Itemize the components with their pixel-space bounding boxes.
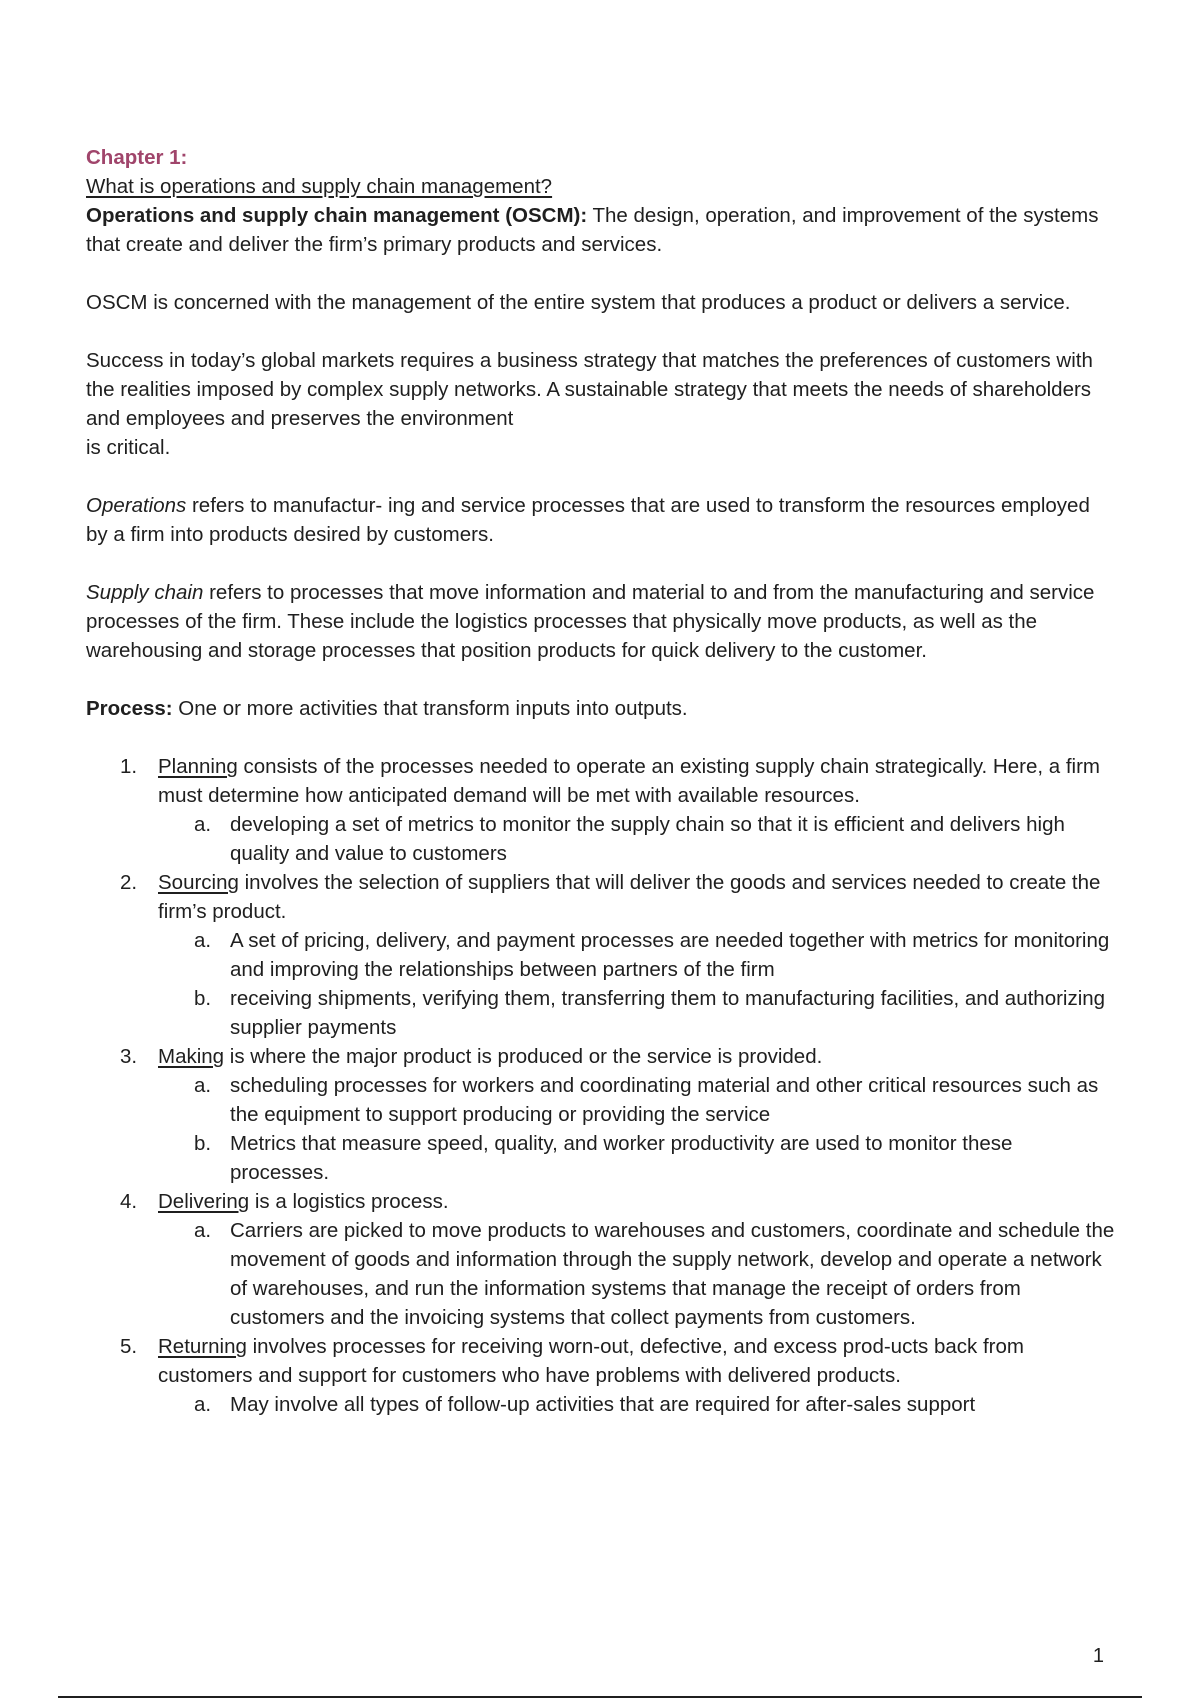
sub-list-item (158, 1071, 1116, 1129)
chapter-heading: Chapter 1: (86, 146, 188, 169)
chapter-subtitle: What is operations and supply chain management? (86, 175, 553, 198)
sub-text: Metrics that measure speed, quality, and worker productivity are used to monitor these processes. (230, 1132, 1013, 1184)
list-keyword: Sourcing (158, 871, 239, 894)
oscm-paragraph: OSCM is concerned with the management of the entire system that produces a product or delivers a service. (86, 291, 1071, 314)
list-number: 5. (120, 1335, 138, 1358)
list-item-delivering (86, 1187, 1116, 1332)
process-list (86, 752, 1116, 1419)
sub-text: developing a set of metrics to monitor the supply chain so that it is efficient and delivers high quality and value to customers (230, 813, 1065, 865)
sub-letter: a. (194, 1074, 212, 1097)
footer-divider (58, 1696, 1142, 1698)
supply-chain-definition (86, 578, 1116, 665)
supply-chain-term: Supply chain (86, 581, 204, 604)
operations-definition (86, 491, 1116, 549)
list-text: is where the major product is produced or the service is provided. (224, 1045, 823, 1068)
list-text: involves the selection of suppliers that will deliver the goods and services needed to create the firm’s product. (158, 871, 1101, 923)
list-number: 3. (120, 1045, 138, 1068)
sub-list (158, 1216, 1116, 1332)
document-body (86, 143, 1116, 1419)
success-paragraph (86, 346, 1116, 462)
operations-text: refers to manufactur- ing and service processes that are used to transform the resources employed by a firm into products desired by customers. (86, 494, 1090, 546)
sub-list-item (158, 810, 1116, 868)
sub-text: A set of pricing, delivery, and payment processes are needed together with metrics for monitoring and improving the relationships between partners of the firm (230, 929, 1110, 981)
sub-list-item (158, 984, 1116, 1042)
operations-term: Operations (86, 494, 187, 517)
sub-list-item (158, 1129, 1116, 1187)
list-item-making (86, 1042, 1116, 1187)
sub-list (158, 926, 1116, 1042)
sub-text: receiving shipments, verifying them, transferring them to manufacturing facilities, and authorizing supplier payments (230, 987, 1106, 1039)
list-keyword: Making (158, 1045, 225, 1068)
oscm-term: Operations and supply chain management (OSCM): (86, 204, 588, 227)
supply-chain-text: refers to processes that move information and material to and from the manufacturing and service processes of the firm. These include the logistics processes that physically move products, as well as the warehousing and storage processes that position products for quick delivery to the customer. (86, 581, 1095, 662)
list-keyword: Planning (158, 755, 238, 778)
list-text: involves processes for receiving worn-out, defective, and excess prod-ucts back from customers and support for customers who have problems with delivered products. (158, 1335, 1024, 1387)
success-paragraph-text: Success in today’s global markets requires a business strategy that matches the preferences of customers with the realities imposed by complex supply networks. A sustainable strategy that meets the needs of shareholders and employees and preserves the environment (86, 349, 1093, 430)
page-number: 1 (1092, 1645, 1104, 1667)
sub-letter: b. (194, 987, 212, 1010)
oscm-text: The design, operation, and improvement of the systems that create and deliver the firm’s primary products and services. (86, 204, 1099, 256)
sub-letter: a. (194, 1393, 212, 1416)
list-item-sourcing (86, 868, 1116, 1042)
sub-text: scheduling processes for workers and coordinating material and other critical resources such as the equipment to support producing or providing the service (230, 1074, 1099, 1126)
process-term: Process: (86, 697, 173, 720)
list-number: 1. (120, 755, 138, 778)
success-paragraph-end: is critical. (86, 436, 171, 459)
process-definition (86, 694, 1116, 723)
list-item-planning (86, 752, 1116, 868)
sub-letter: a. (194, 813, 212, 836)
list-text: consists of the processes needed to operate an existing supply chain strategically. Here, a firm must determine how anticipated demand will be met with available resources. (158, 755, 1101, 807)
sub-list (158, 1071, 1116, 1187)
sub-list-item (158, 1390, 1116, 1419)
oscm-definition (86, 201, 1116, 259)
sub-list (158, 810, 1116, 868)
sub-list-item (158, 926, 1116, 984)
sub-letter: a. (194, 1219, 212, 1242)
list-item-returning (86, 1332, 1116, 1419)
sub-list-item (158, 1216, 1116, 1332)
sub-letter: a. (194, 929, 212, 952)
list-keyword: Delivering (158, 1190, 250, 1213)
process-text: One or more activities that transform inputs into outputs. (172, 697, 688, 720)
sub-text: Carriers are picked to move products to warehouses and customers, coordinate and schedule the movement of goods and information through the supply network, develop and operate a network of warehouses, and run the information systems that manage the receipt of orders from customers and the invoicing systems that collect payments from customers. (230, 1219, 1115, 1329)
list-number: 2. (120, 871, 138, 894)
list-keyword: Returning (158, 1335, 247, 1358)
sub-list (158, 1390, 1116, 1419)
list-number: 4. (120, 1190, 138, 1213)
list-text: is a logistics process. (249, 1190, 449, 1213)
sub-text: May involve all types of follow-up activities that are required for after-sales support (230, 1393, 976, 1416)
sub-letter: b. (194, 1132, 212, 1155)
